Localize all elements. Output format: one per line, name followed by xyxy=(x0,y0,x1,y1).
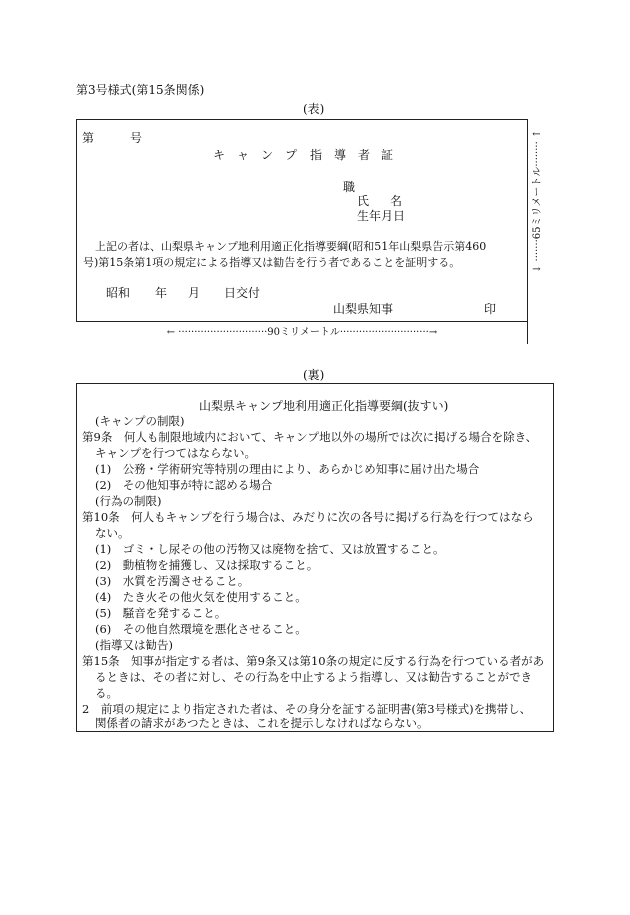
number-suffix: 号 xyxy=(130,131,143,145)
card-title-char: ン xyxy=(261,148,274,162)
back-line: 第10条 何人もキャンプを行う場合は、みだりに次の各号に掲げる行為を行つてはなら xyxy=(82,510,534,524)
card-title-char: キ xyxy=(213,148,226,162)
back-line: (1) 公務・学術研究等特別の理由により、あらかじめ知事に届け出た場合 xyxy=(95,462,480,476)
back-line: (指導又は勧告) xyxy=(95,638,173,652)
height-dimension: ↓ ·······65ミリメートル········ ↑ xyxy=(532,129,543,273)
back-line: (キャンプの制限) xyxy=(95,414,185,428)
card-title-char: プ xyxy=(285,148,298,162)
back-line: (2) その他知事が特に認める場合 xyxy=(95,478,273,492)
back-line: (5) 騒音を発すること。 xyxy=(95,606,227,620)
card-title-char: 指 xyxy=(310,148,323,162)
back-line: (行為の制限) xyxy=(95,494,162,508)
field-post: 職 xyxy=(343,180,356,194)
card-title-char: 導 xyxy=(334,148,347,162)
back-line: (1) ゴミ・し尿その他の汚物又は廃物を捨て、又は放置すること。 xyxy=(95,542,445,556)
width-dimension: ← ····························90ミリメートル····························→ xyxy=(166,327,438,338)
back-line: (3) 水質を汚濁させること。 xyxy=(95,574,250,588)
card-title-char: 証 xyxy=(381,148,394,162)
card-title xyxy=(213,147,393,163)
front-heading: (表) xyxy=(303,102,325,116)
date-month: 月 xyxy=(188,286,201,300)
back-line: (6) その他自然環境を悪化させること。 xyxy=(95,622,307,636)
card-title-char: 者 xyxy=(358,148,371,162)
back-line: キャンプを行つてはならない。 xyxy=(95,446,256,460)
field-name-2: 名 xyxy=(390,194,403,208)
dimension-tick xyxy=(527,322,528,344)
issuer: 山梨県知事 xyxy=(333,302,394,316)
certificate-body-line1: 上記の者は、山梨県キャンプ地利用適正化指導要綱(昭和51年山梨県告示第460 xyxy=(95,240,487,253)
field-birthdate: 生年月日 xyxy=(357,209,406,223)
field-name-1: 氏 xyxy=(357,194,370,208)
back-line: (2) 動植物を捕獲し、又は採取すること。 xyxy=(95,558,319,572)
form-label: 第3号様式(第15条関係) xyxy=(76,83,205,97)
certificate-body-line2: 号)第15条第1項の規定による指導又は勧告を行う者であることを証明する。 xyxy=(83,256,461,269)
back-line: 第15条 知事が指定する者は、第9条又は第10条の規定に反する行為を行つている者があ xyxy=(82,654,545,668)
back-line: る。 xyxy=(95,686,118,700)
date-year: 年 xyxy=(155,286,168,300)
date-era: 昭和 xyxy=(106,286,131,300)
back-line: ない。 xyxy=(95,526,130,540)
back-line: 第9条 何人も制限地域内において、キャンプ地以外の場所では次に掲げる場合を除き、 xyxy=(82,430,538,444)
back-title: 山梨県キャンプ地利用適正化指導要綱(抜すい) xyxy=(199,399,449,413)
back-line: るときは、その者に対し、その行為を中止するよう指導し、又は勧告することができ xyxy=(95,670,532,684)
card-title-char: ャ xyxy=(237,148,250,162)
back-line: 関係者の請求があつたときは、これを提示しなければならない。 xyxy=(95,716,429,730)
back-line: 2 前項の規定により指定された者は、その身分を証する証明書(第3号様式)を携帯し、 xyxy=(82,702,532,716)
seal-mark: 印 xyxy=(484,302,497,316)
back-line: (4) たき火その他火気を使用すること。 xyxy=(95,590,307,604)
date-issued: 日交付 xyxy=(224,286,261,300)
back-heading: (裏) xyxy=(303,368,325,382)
number-prefix: 第 xyxy=(82,131,95,145)
